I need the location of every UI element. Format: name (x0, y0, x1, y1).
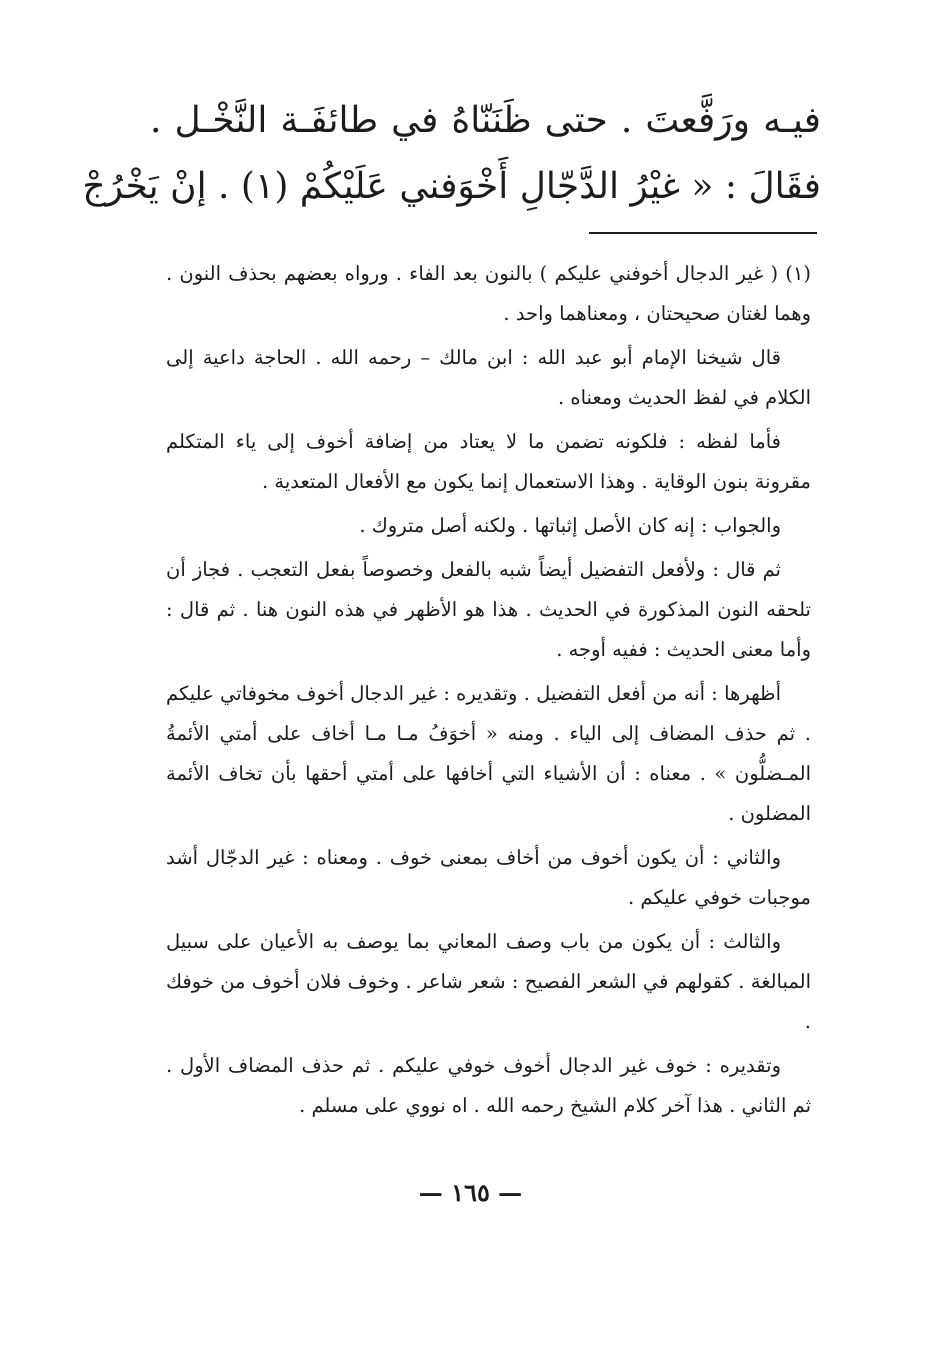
page-number: — ١٦٥ — (418, 1178, 523, 1207)
footnote-paragraph: والثالث : أن يكون من باب وصف المعاني بما يوصف به الأعيان على سبيل المبالغة . كقولهم في الشعر الفصيح : شعر شاعر . وخوف فلان أخوف من خوفك . (166, 930, 811, 1033)
footnote-paragraph: وتقديره : خوف غير الدجال أخوف خوفي عليكم . ثم حذف المضاف الأول . ثم الثاني . هذا آخر كلام الشيخ رحمه الله . اه نووي على مسلم . (166, 1054, 811, 1117)
footnote-paragraph: قال شيخنا الإمام أبو عبد الله : ابن مالك – رحمه الله . الحاجة داعية إلى الكلام في لفظ الحديث ومعناه . (166, 346, 811, 409)
footnote-separator (589, 232, 817, 234)
footnote-paragraph: فأما لفظه : فلكونه تضمن ما لا يعتاد من إضافة أخوف إلى ياء المتكلم مقرونة بنون الوقاية . وهذا الاستعمال إنما يكون مع الأفعال المتعدية . (166, 430, 811, 493)
main-text-line-2: فقَالَ : « غيْرُ الدَّجّالِ أَخْوَفني عَلَيْكُمْ (١) . إنْ يَخْرُجْ (82, 166, 821, 207)
footnote-paragraph: (١) ( غير الدجال أخوفني عليكم ) بالنون بعد الفاء . ورواه بعضهم بحذف النون . وهما لغتان صحيحتان ، ومعناهما واحد . (166, 262, 811, 325)
footnote-paragraph: والجواب : إنه كان الأصل إثباتها . ولكنه أصل متروك . (359, 514, 781, 537)
footnote-paragraph: ثم قال : ولأفعل التفضيل أيضاً شبه بالفعل وخصوصاً بفعل التعجب . فجاز أن تلحقه النون المذكورة في الحديث . هذا هو الأظهر في هذه النون هنا . ثم قال : وأما معنى الحديث : ففيه أوجه . (166, 558, 811, 661)
footnotes (166, 254, 811, 1130)
footnote-paragraph: والثاني : أن يكون أخوف من أخاف بمعنى خوف . ومعناه : غير الدجّال أشد موجبات خوفي عليكم . (166, 846, 811, 909)
footnote-paragraph: أظهرها : أنه من أفعل التفضيل . وتقديره : غير الدجال أخوف مخوفاتي عليكم . ثم حذف المضاف إلى الياء . ومنه « أخوَفُ مـا مـا أخاف على أمتي الأئمةُ المـضلُّون » . معناه : أن الأشياء التي أخافها على أمتي أحقها بأن تخاف الأئمة المضلون . (166, 682, 811, 825)
main-text-line-1: فيـه ورَفَّعتَ . حتى ظَنَنّاهُ في طائفَـة النَّخْـل . (150, 100, 821, 141)
